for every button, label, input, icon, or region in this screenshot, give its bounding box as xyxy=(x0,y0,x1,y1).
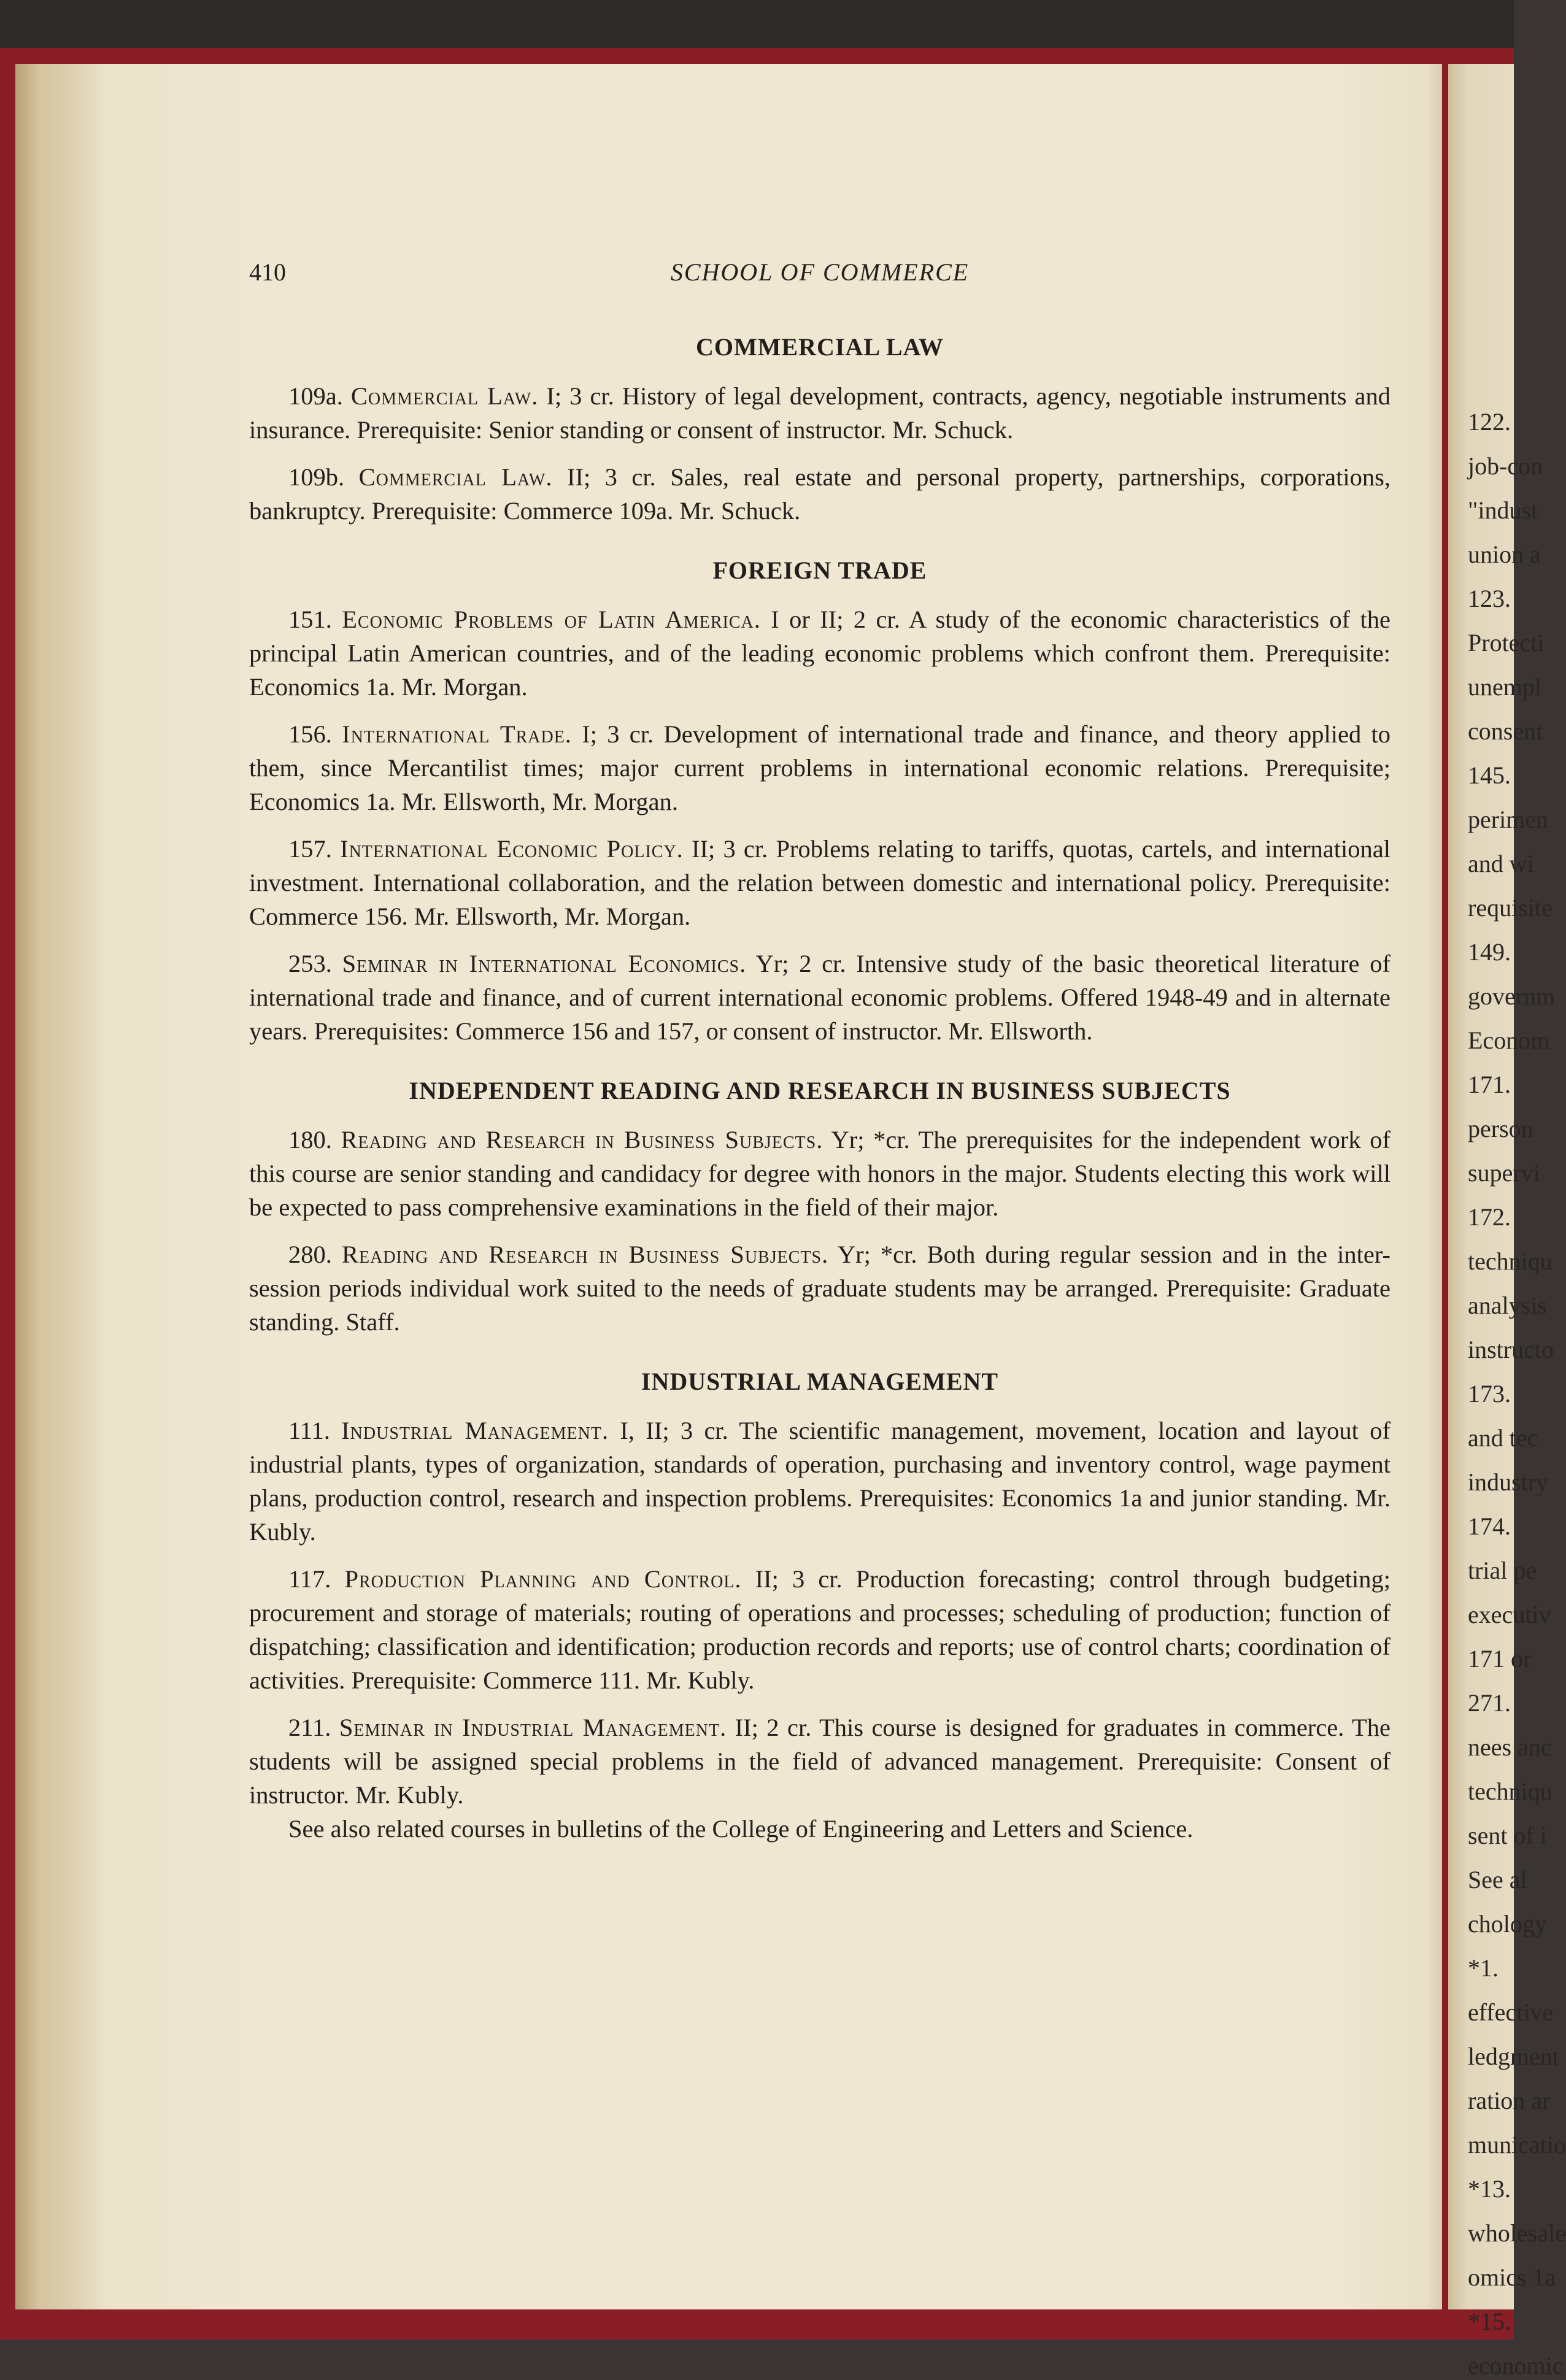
course-title: Industrial Management. xyxy=(341,1417,609,1444)
course-description: II; 2 cr. This course is designed for graduates in commerce. The students will be assigned special problems in the field of advanced management. Prerequisite: Consent of instructor. Mr. Kubly. xyxy=(249,1714,1391,1809)
adjacent-page-fragment: union a xyxy=(1468,541,1541,568)
adjacent-page-fragment: governm xyxy=(1468,982,1556,1010)
course-title: Reading and Research in Business Subjects. xyxy=(341,1126,824,1153)
course-title: Commercial Law. xyxy=(358,463,553,491)
page-gutter xyxy=(15,64,107,2309)
page-number: 410 xyxy=(249,258,286,286)
adjacent-page-fragment: See al xyxy=(1468,1866,1527,1893)
section-heading: FOREIGN TRADE xyxy=(712,556,927,584)
course-entry xyxy=(249,1123,1390,1224)
adjacent-page-fragment: and wi xyxy=(1468,850,1534,877)
course-title: Seminar in Industrial Management. xyxy=(339,1714,727,1741)
course-number: 180. xyxy=(288,1126,332,1153)
course-entry xyxy=(249,603,1390,704)
course-entry xyxy=(249,1562,1390,1697)
course-title: Seminar in International Economics. xyxy=(342,950,747,977)
adjacent-page-fragment: *1. xyxy=(1468,1954,1498,1982)
adjacent-page-fragment: *13. xyxy=(1468,2175,1511,2203)
adjacent-page-fragment: consent xyxy=(1468,717,1543,745)
course-description: Yr; 2 cr. Intensive study of the basic theoretical literature of international trade and finance, and of current international economic problems. Offered 1948-49 and in alternate years. Prerequisites: Commerce 156 and 157, or consent of instructor. Mr. Ellsworth. xyxy=(249,950,1390,1045)
adjacent-page-fragment: techniqu xyxy=(1468,1777,1552,1805)
adjacent-page-fragment: Econom xyxy=(1468,1026,1550,1054)
adjacent-page-fragment: 173. xyxy=(1468,1380,1511,1408)
adjacent-page-fragment: and tec xyxy=(1468,1424,1538,1452)
course-title: Economic Problems of Latin America. xyxy=(342,606,761,633)
course-entry xyxy=(249,947,1390,1048)
course-entry xyxy=(249,379,1390,447)
adjacent-page-fragment: omics 1a xyxy=(1468,2263,1556,2291)
adjacent-page-fragment: 123. xyxy=(1468,585,1511,612)
adjacent-page-fragment: techniqu xyxy=(1468,1247,1552,1275)
adjacent-page-fragment: "indust xyxy=(1468,496,1538,524)
adjacent-page-fragment: executiv xyxy=(1468,1601,1551,1628)
adjacent-page-fragment: 171. xyxy=(1468,1071,1511,1098)
course-number: 109a. xyxy=(288,382,343,410)
course-title: Production Planning and Control. xyxy=(344,1565,742,1593)
adjacent-page-fragment: 271. xyxy=(1468,1689,1511,1717)
adjacent-page-fragment: trial pe xyxy=(1468,1557,1537,1584)
course-entry xyxy=(249,832,1390,933)
course-number: 111. xyxy=(288,1417,330,1444)
course-description: II; 3 cr. Sales, real estate and personal property, partnerships, corporations, bankruptcy. Prerequisite: Commerce 109a. Mr. Schuck. xyxy=(249,463,1391,525)
adjacent-page-fragment: 122. xyxy=(1468,408,1511,436)
adjacent-page-fragment: instructo xyxy=(1468,1336,1554,1363)
course-description: Yr; *cr. Both during regular session and in the inter-session periods individual work suited to the needs of graduate students may be arranged. Prerequisite: Graduate standing. Staff. xyxy=(249,1241,1391,1336)
page-header-title: SCHOOL OF COMMERCE xyxy=(670,258,970,286)
section-heading: INDEPENDENT READING AND RESEARCH IN BUSINESS SUBJECTS xyxy=(409,1077,1231,1104)
adjacent-page-fragment: unempl xyxy=(1468,673,1541,701)
section-heading: COMMERCIAL LAW xyxy=(695,333,944,361)
adjacent-page-fragment: 171 or xyxy=(1468,1645,1532,1673)
course-entry xyxy=(249,1711,1390,1812)
adjacent-page-fragment: ration ar xyxy=(1468,2087,1551,2114)
adjacent-page-fragment: 145. xyxy=(1468,761,1511,789)
adjacent-page-fragment: person xyxy=(1468,1115,1533,1142)
course-description: Yr; *cr. The prerequisites for the independent work of this course are senior standing and candidacy for degree with honors in the major. Students electing this work will be expected to pass comprehensive examinations in the field of their major. xyxy=(249,1126,1390,1221)
adjacent-page-fragment: job-con xyxy=(1468,452,1543,480)
adjacent-page-fragment: analysis xyxy=(1468,1292,1547,1319)
adjacent-page-fragment: ledgment xyxy=(1468,2043,1559,2070)
running-head xyxy=(249,258,1390,295)
closing-note: See also related courses in bulletins of the College of Engineering and Letters and Science. xyxy=(288,1815,1194,1843)
course-entry xyxy=(249,1238,1390,1339)
course-description: I or II; 2 cr. A study of the economic characteristics of the principal Latin American countries, and of the leading economic problems which confront them. Prerequisite: Economics 1a. Mr. Morgan. xyxy=(249,606,1391,701)
course-number: 280. xyxy=(288,1241,332,1268)
adjacent-page-fragment: Protecti xyxy=(1468,629,1545,657)
course-entry xyxy=(249,717,1390,818)
course-number: 253. xyxy=(288,950,332,977)
adjacent-page-fragment: municatio xyxy=(1468,2131,1566,2159)
course-description: I, II; 3 cr. The scientific management, movement, location and layout of industrial plants, types of organization, standards of operation, purchasing and inventory control, wage payment plans, production control, research and inspection problems. Prerequisites: Economics 1a and junior standing. Mr. Kubly. xyxy=(249,1417,1390,1546)
adjacent-page-fragment: sent of i xyxy=(1468,1822,1547,1849)
adjacent-page-fragment: supervi xyxy=(1468,1159,1540,1187)
adjacent-page-fragment: *15. xyxy=(1468,2308,1511,2335)
course-number: 211. xyxy=(288,1714,331,1741)
course-number: 157. xyxy=(288,835,332,863)
course-title: International Trade. xyxy=(342,720,572,748)
course-description: I; 3 cr. History of legal development, contracts, agency, negotiable instruments and insurance. Prerequisite: Senior standing or consent of instructor. Mr. Schuck. xyxy=(249,382,1391,444)
course-title: International Economic Policy. xyxy=(340,835,684,863)
course-number: 151. xyxy=(288,606,332,633)
course-entry xyxy=(249,460,1390,528)
adjacent-page-fragment: effective xyxy=(1468,1998,1554,2026)
adjacent-page-fragment: chology xyxy=(1468,1910,1547,1938)
adjacent-page-fragment: wholesale xyxy=(1468,2219,1566,2247)
course-title: Reading and Research in Business Subjects. xyxy=(342,1241,829,1268)
course-number: 117. xyxy=(288,1565,331,1593)
adjacent-page-fragment: requisite xyxy=(1468,894,1552,922)
course-description: II; 3 cr. Problems relating to tariffs, quotas, cartels, and international investment. International collaboration, and the relation between domestic and international policy. Prerequisite: Commerce 156. Mr. Ellsworth, Mr. Morgan. xyxy=(249,835,1391,930)
adjacent-page-fragment: perimen xyxy=(1468,806,1549,833)
adjacent-page-fragment: economic xyxy=(1468,2352,1564,2379)
course-number: 156. xyxy=(288,720,332,748)
adjacent-page-fragment: 172. xyxy=(1468,1203,1511,1231)
course-description: I; 3 cr. Development of international trade and finance, and theory applied to them, since Mercantilist times; major current problems in international economic relations. Prerequisite; Economics 1a. Mr. Ellsworth, Mr. Morgan. xyxy=(249,720,1391,815)
course-description: II; 3 cr. Production forecasting; control through budgeting; procurement and storage of materials; routing of operations and processes; scheduling of production; function of dispatching; classification and identification; production records and reports; use of control charts; coordination of activities. Prerequisite: Commerce 111. Mr. Kubly. xyxy=(249,1565,1390,1694)
section-heading: INDUSTRIAL MANAGEMENT xyxy=(641,1368,999,1395)
course-entry xyxy=(249,1414,1390,1549)
page-body xyxy=(249,331,1390,1846)
course-number: 109b. xyxy=(288,463,345,491)
adjacent-page-fragment: nees anc xyxy=(1468,1733,1552,1761)
course-title: Commercial Law. xyxy=(350,382,539,410)
adjacent-page-edge xyxy=(1448,64,1566,2379)
adjacent-page-fragment: 174. xyxy=(1468,1512,1511,1540)
adjacent-page-fragment: 149. xyxy=(1468,938,1511,966)
adjacent-page-fragment: industry xyxy=(1468,1468,1549,1496)
